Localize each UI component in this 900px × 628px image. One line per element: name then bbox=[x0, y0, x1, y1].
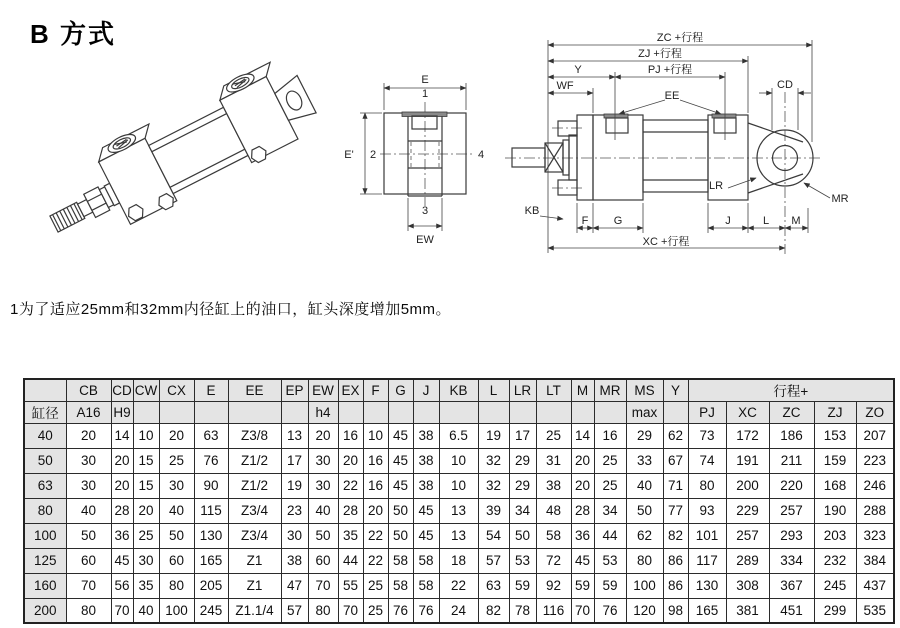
value-cell: 39 bbox=[478, 498, 509, 523]
value-cell: 20 bbox=[571, 448, 594, 473]
value-cell: 334 bbox=[769, 548, 814, 573]
value-cell: 30 bbox=[308, 473, 338, 498]
value-cell: 36 bbox=[111, 523, 133, 548]
value-cell: 44 bbox=[594, 523, 626, 548]
value-cell: 205 bbox=[194, 573, 228, 598]
value-cell: 60 bbox=[159, 548, 194, 573]
bore-header: 缸径 bbox=[24, 401, 66, 423]
dim-label-l: L bbox=[762, 215, 770, 227]
table-row-bore-63 bbox=[24, 473, 894, 498]
value-cell: Z1 bbox=[228, 548, 281, 573]
value-cell: 19 bbox=[478, 423, 509, 448]
col-subheader-mr bbox=[594, 401, 626, 423]
value-cell: 116 bbox=[536, 598, 571, 623]
value-cell: 451 bbox=[769, 598, 814, 623]
value-cell: 381 bbox=[726, 598, 769, 623]
value-cell: 60 bbox=[308, 548, 338, 573]
value-cell: 24 bbox=[439, 598, 478, 623]
value-cell: 93 bbox=[688, 498, 726, 523]
value-cell: 29 bbox=[509, 448, 536, 473]
value-cell: 72 bbox=[536, 548, 571, 573]
value-cell: 20 bbox=[66, 423, 111, 448]
value-cell: 50 bbox=[388, 498, 413, 523]
value-cell: 30 bbox=[159, 473, 194, 498]
col-header-zc: ZC bbox=[769, 401, 814, 423]
value-cell: 25 bbox=[363, 573, 388, 598]
value-cell: 40 bbox=[159, 498, 194, 523]
value-cell: 50 bbox=[66, 523, 111, 548]
value-cell: 220 bbox=[769, 473, 814, 498]
value-cell: 289 bbox=[726, 548, 769, 573]
table-row-bore-50 bbox=[24, 448, 894, 473]
col-header-f: F bbox=[363, 379, 388, 401]
col-subheader-ee bbox=[228, 401, 281, 423]
value-cell: 22 bbox=[363, 548, 388, 573]
value-cell: 78 bbox=[509, 598, 536, 623]
value-cell: 71 bbox=[663, 473, 688, 498]
value-cell: 53 bbox=[509, 548, 536, 573]
bore-cell: 125 bbox=[24, 548, 66, 573]
value-cell: 10 bbox=[133, 423, 159, 448]
value-cell: 58 bbox=[413, 548, 439, 573]
value-cell: 20 bbox=[571, 473, 594, 498]
value-cell: 223 bbox=[856, 448, 894, 473]
dim-label-m: M bbox=[791, 215, 801, 227]
value-cell: 257 bbox=[726, 523, 769, 548]
value-cell: 17 bbox=[281, 448, 308, 473]
value-cell: 56 bbox=[111, 573, 133, 598]
dim-label-cd: CD bbox=[777, 79, 793, 91]
value-cell: 86 bbox=[663, 573, 688, 598]
dim-label-lr: LR bbox=[708, 180, 724, 192]
port-label-2: 2 bbox=[369, 149, 377, 161]
value-cell: 30 bbox=[66, 448, 111, 473]
value-cell: 246 bbox=[856, 473, 894, 498]
table-row-bore-100 bbox=[24, 523, 894, 548]
value-cell: 308 bbox=[726, 573, 769, 598]
dim-label-y: Y bbox=[574, 64, 582, 76]
value-cell: 70 bbox=[571, 598, 594, 623]
value-cell: 30 bbox=[281, 523, 308, 548]
value-cell: Z3/4 bbox=[228, 498, 281, 523]
value-cell: 57 bbox=[478, 548, 509, 573]
dim-label-j: J bbox=[725, 215, 731, 227]
value-cell: 25 bbox=[133, 523, 159, 548]
dim-label-ew: EW bbox=[416, 234, 434, 246]
value-cell: 80 bbox=[159, 573, 194, 598]
col-subheader-y bbox=[663, 401, 688, 423]
value-cell: 40 bbox=[308, 498, 338, 523]
value-cell: 98 bbox=[663, 598, 688, 623]
value-cell: 70 bbox=[308, 573, 338, 598]
value-cell: 14 bbox=[111, 423, 133, 448]
dim-label-zj: ZJ +行程 bbox=[638, 48, 682, 60]
value-cell: 80 bbox=[688, 473, 726, 498]
value-cell: 63 bbox=[478, 573, 509, 598]
value-cell: 130 bbox=[688, 573, 726, 598]
dim-label-wf: WF bbox=[556, 80, 574, 92]
value-cell: 16 bbox=[363, 448, 388, 473]
col-header-xc: XC bbox=[726, 401, 769, 423]
value-cell: 32 bbox=[478, 473, 509, 498]
value-cell: 40 bbox=[133, 598, 159, 623]
value-cell: 70 bbox=[338, 598, 363, 623]
value-cell: 50 bbox=[509, 523, 536, 548]
value-cell: 10 bbox=[439, 473, 478, 498]
value-cell: 14 bbox=[571, 423, 594, 448]
value-cell: 17 bbox=[509, 423, 536, 448]
dim-label-ee: EE bbox=[664, 90, 680, 102]
value-cell: 77 bbox=[663, 498, 688, 523]
port-label-4: 4 bbox=[477, 149, 485, 161]
value-cell: 13 bbox=[439, 498, 478, 523]
page-title: B 方式 bbox=[30, 19, 117, 49]
value-cell: 62 bbox=[663, 423, 688, 448]
table-row-bore-80 bbox=[24, 498, 894, 523]
value-cell: 58 bbox=[413, 573, 439, 598]
value-cell: 15 bbox=[133, 448, 159, 473]
col-header-ex: EX bbox=[338, 379, 363, 401]
value-cell: 76 bbox=[194, 448, 228, 473]
value-cell: 13 bbox=[281, 423, 308, 448]
col-subheader-cx bbox=[159, 401, 194, 423]
dim-label-f: F bbox=[581, 215, 589, 227]
value-cell: 67 bbox=[663, 448, 688, 473]
value-cell: 203 bbox=[814, 523, 856, 548]
value-cell: 29 bbox=[626, 423, 663, 448]
value-cell: 38 bbox=[536, 473, 571, 498]
value-cell: 48 bbox=[536, 498, 571, 523]
value-cell: 45 bbox=[413, 523, 439, 548]
value-cell: 47 bbox=[281, 573, 308, 598]
value-cell: 25 bbox=[536, 423, 571, 448]
value-cell: 86 bbox=[663, 548, 688, 573]
bore-cell: 160 bbox=[24, 573, 66, 598]
value-cell: 38 bbox=[413, 423, 439, 448]
value-cell: 16 bbox=[594, 423, 626, 448]
col-header-kb: KB bbox=[439, 379, 478, 401]
col-header-ep: EP bbox=[281, 379, 308, 401]
value-cell: 191 bbox=[726, 448, 769, 473]
value-cell: 45 bbox=[413, 498, 439, 523]
value-cell: Z1/2 bbox=[228, 473, 281, 498]
value-cell: 45 bbox=[388, 448, 413, 473]
value-cell: 172 bbox=[726, 423, 769, 448]
dim-label-g: G bbox=[613, 215, 623, 227]
col-header-mr: MR bbox=[594, 379, 626, 401]
table-row-bore-40 bbox=[24, 423, 894, 448]
value-cell: 36 bbox=[571, 523, 594, 548]
col-subheader-e bbox=[194, 401, 228, 423]
value-cell: 80 bbox=[626, 548, 663, 573]
value-cell: 200 bbox=[726, 473, 769, 498]
value-cell: 34 bbox=[509, 498, 536, 523]
col-subheader-lr bbox=[509, 401, 536, 423]
col-header-ms: MS bbox=[626, 379, 663, 401]
value-cell: 168 bbox=[814, 473, 856, 498]
value-cell: Z3/4 bbox=[228, 523, 281, 548]
col-header-j: J bbox=[413, 379, 439, 401]
col-header-g: G bbox=[388, 379, 413, 401]
value-cell: 159 bbox=[814, 448, 856, 473]
value-cell: 80 bbox=[308, 598, 338, 623]
dim-label-kb: KB bbox=[524, 205, 540, 217]
value-cell: 25 bbox=[594, 448, 626, 473]
value-cell: 58 bbox=[388, 573, 413, 598]
value-cell: 20 bbox=[308, 423, 338, 448]
col-header-zj: ZJ bbox=[814, 401, 856, 423]
isometric-cylinder-drawing bbox=[40, 52, 320, 262]
value-cell: 20 bbox=[111, 473, 133, 498]
col-group-stroke: 行程+ bbox=[688, 379, 894, 401]
value-cell: 58 bbox=[536, 523, 571, 548]
value-cell: 20 bbox=[111, 448, 133, 473]
value-cell: 35 bbox=[133, 573, 159, 598]
value-cell: 92 bbox=[536, 573, 571, 598]
value-cell: 367 bbox=[769, 573, 814, 598]
value-cell: 38 bbox=[281, 548, 308, 573]
col-header-m: M bbox=[571, 379, 594, 401]
value-cell: 437 bbox=[856, 573, 894, 598]
value-cell: 25 bbox=[594, 473, 626, 498]
col-subheader-cw bbox=[133, 401, 159, 423]
value-cell: 117 bbox=[688, 548, 726, 573]
value-cell: 16 bbox=[338, 423, 363, 448]
table-row-bore-125 bbox=[24, 548, 894, 573]
value-cell: 30 bbox=[133, 548, 159, 573]
value-cell: 33 bbox=[626, 448, 663, 473]
col-header-pj: PJ bbox=[688, 401, 726, 423]
value-cell: 29 bbox=[509, 473, 536, 498]
value-cell: 62 bbox=[626, 523, 663, 548]
value-cell: 190 bbox=[814, 498, 856, 523]
footnote: 1为了适应25mm和32mm内径缸上的油口，缸头深度增加5mm。 bbox=[10, 301, 452, 318]
col-header-zo: ZO bbox=[856, 401, 894, 423]
col-subheader-cb: A16 bbox=[66, 401, 111, 423]
bore-cell: 40 bbox=[24, 423, 66, 448]
col-header-cx: CX bbox=[159, 379, 194, 401]
value-cell: 80 bbox=[66, 598, 111, 623]
col-header-cb: CB bbox=[66, 379, 111, 401]
value-cell: 293 bbox=[769, 523, 814, 548]
col-subheader-lt bbox=[536, 401, 571, 423]
side-view-drawing bbox=[500, 20, 900, 275]
value-cell: 55 bbox=[338, 573, 363, 598]
value-cell: 186 bbox=[769, 423, 814, 448]
col-header-ee: EE bbox=[228, 379, 281, 401]
value-cell: 100 bbox=[626, 573, 663, 598]
value-cell: 45 bbox=[111, 548, 133, 573]
value-cell: 40 bbox=[66, 498, 111, 523]
value-cell: 59 bbox=[571, 573, 594, 598]
value-cell: 54 bbox=[478, 523, 509, 548]
col-header-y: Y bbox=[663, 379, 688, 401]
value-cell: 25 bbox=[363, 598, 388, 623]
value-cell: 384 bbox=[856, 548, 894, 573]
bore-cell: 63 bbox=[24, 473, 66, 498]
bore-cell: 100 bbox=[24, 523, 66, 548]
value-cell: 76 bbox=[594, 598, 626, 623]
value-cell: 101 bbox=[688, 523, 726, 548]
value-cell: 35 bbox=[338, 523, 363, 548]
value-cell: 32 bbox=[478, 448, 509, 473]
value-cell: 323 bbox=[856, 523, 894, 548]
table-row-bore-160 bbox=[24, 573, 894, 598]
value-cell: 153 bbox=[814, 423, 856, 448]
col-subheader-ms: max bbox=[626, 401, 663, 423]
value-cell: 120 bbox=[626, 598, 663, 623]
col-header-cw: CW bbox=[133, 379, 159, 401]
value-cell: 45 bbox=[388, 473, 413, 498]
value-cell: 38 bbox=[413, 448, 439, 473]
col-subheader-ep bbox=[281, 401, 308, 423]
value-cell: 100 bbox=[159, 598, 194, 623]
value-cell: 115 bbox=[194, 498, 228, 523]
value-cell: 45 bbox=[571, 548, 594, 573]
value-cell: 28 bbox=[111, 498, 133, 523]
value-cell: Z3/8 bbox=[228, 423, 281, 448]
col-subheader-j bbox=[413, 401, 439, 423]
value-cell: Z1.1/4 bbox=[228, 598, 281, 623]
value-cell: 245 bbox=[194, 598, 228, 623]
value-cell: 229 bbox=[726, 498, 769, 523]
value-cell: 165 bbox=[194, 548, 228, 573]
value-cell: 20 bbox=[363, 498, 388, 523]
value-cell: 165 bbox=[688, 598, 726, 623]
value-cell: 74 bbox=[688, 448, 726, 473]
value-cell: 90 bbox=[194, 473, 228, 498]
value-cell: 211 bbox=[769, 448, 814, 473]
value-cell: 10 bbox=[439, 448, 478, 473]
value-cell: 16 bbox=[363, 473, 388, 498]
value-cell: 70 bbox=[66, 573, 111, 598]
value-cell: 299 bbox=[814, 598, 856, 623]
value-cell: 34 bbox=[594, 498, 626, 523]
value-cell: 18 bbox=[439, 548, 478, 573]
value-cell: 15 bbox=[133, 473, 159, 498]
port-label-3: 3 bbox=[421, 205, 429, 217]
value-cell: 30 bbox=[308, 448, 338, 473]
value-cell: 257 bbox=[769, 498, 814, 523]
bore-cell: 200 bbox=[24, 598, 66, 623]
value-cell: 20 bbox=[338, 448, 363, 473]
bore-cell: 80 bbox=[24, 498, 66, 523]
value-cell: 50 bbox=[308, 523, 338, 548]
value-cell: 59 bbox=[509, 573, 536, 598]
dim-label-xc: XC +行程 bbox=[642, 236, 690, 248]
value-cell: 53 bbox=[594, 548, 626, 573]
value-cell: 50 bbox=[159, 523, 194, 548]
value-cell: 38 bbox=[413, 473, 439, 498]
col-header-lt: LT bbox=[536, 379, 571, 401]
col-header-e: E bbox=[194, 379, 228, 401]
value-cell: 28 bbox=[571, 498, 594, 523]
value-cell: 288 bbox=[856, 498, 894, 523]
value-cell: 40 bbox=[626, 473, 663, 498]
value-cell: 50 bbox=[388, 523, 413, 548]
value-cell: 82 bbox=[663, 523, 688, 548]
value-cell: Z1/2 bbox=[228, 448, 281, 473]
value-cell: 22 bbox=[439, 573, 478, 598]
value-cell: 76 bbox=[413, 598, 439, 623]
value-cell: 50 bbox=[626, 498, 663, 523]
col-subheader-kb bbox=[439, 401, 478, 423]
col-header-lr: LR bbox=[509, 379, 536, 401]
value-cell: 130 bbox=[194, 523, 228, 548]
col-subheader-m bbox=[571, 401, 594, 423]
port-label-1: 1 bbox=[421, 88, 429, 100]
value-cell: 70 bbox=[111, 598, 133, 623]
value-cell: 20 bbox=[133, 498, 159, 523]
dim-label-mr: MR bbox=[831, 193, 849, 205]
value-cell: 63 bbox=[194, 423, 228, 448]
value-cell: 19 bbox=[281, 473, 308, 498]
col-subheader-cd: H9 bbox=[111, 401, 133, 423]
col-subheader-ex bbox=[338, 401, 363, 423]
value-cell: 45 bbox=[388, 423, 413, 448]
dim-label-pj: PJ +行程 bbox=[647, 64, 693, 76]
value-cell: 44 bbox=[338, 548, 363, 573]
col-header-l: L bbox=[478, 379, 509, 401]
col-header-ew: EW bbox=[308, 379, 338, 401]
dim-label-zc: ZC +行程 bbox=[656, 32, 704, 44]
col-subheader-f bbox=[363, 401, 388, 423]
value-cell: 25 bbox=[159, 448, 194, 473]
dim-label-e: E bbox=[421, 74, 429, 86]
dim-label-e-prime: E' bbox=[344, 149, 354, 161]
value-cell: 232 bbox=[814, 548, 856, 573]
value-cell: 20 bbox=[159, 423, 194, 448]
corner-cell bbox=[24, 379, 66, 401]
value-cell: 6.5 bbox=[439, 423, 478, 448]
value-cell: Z1 bbox=[228, 573, 281, 598]
value-cell: 23 bbox=[281, 498, 308, 523]
bore-cell: 50 bbox=[24, 448, 66, 473]
col-subheader-g bbox=[388, 401, 413, 423]
value-cell: 82 bbox=[478, 598, 509, 623]
value-cell: 76 bbox=[388, 598, 413, 623]
col-subheader-l bbox=[478, 401, 509, 423]
value-cell: 207 bbox=[856, 423, 894, 448]
value-cell: 58 bbox=[388, 548, 413, 573]
front-view-drawing bbox=[335, 56, 500, 271]
value-cell: 31 bbox=[536, 448, 571, 473]
value-cell: 13 bbox=[439, 523, 478, 548]
value-cell: 245 bbox=[814, 573, 856, 598]
value-cell: 22 bbox=[363, 523, 388, 548]
value-cell: 30 bbox=[66, 473, 111, 498]
value-cell: 10 bbox=[363, 423, 388, 448]
value-cell: 57 bbox=[281, 598, 308, 623]
table-row-bore-200 bbox=[24, 598, 894, 623]
dimension-table bbox=[23, 378, 895, 624]
value-cell: 28 bbox=[338, 498, 363, 523]
value-cell: 73 bbox=[688, 423, 726, 448]
value-cell: 60 bbox=[66, 548, 111, 573]
value-cell: 59 bbox=[594, 573, 626, 598]
col-subheader-ew: h4 bbox=[308, 401, 338, 423]
value-cell: 535 bbox=[856, 598, 894, 623]
col-header-cd: CD bbox=[111, 379, 133, 401]
value-cell: 22 bbox=[338, 473, 363, 498]
